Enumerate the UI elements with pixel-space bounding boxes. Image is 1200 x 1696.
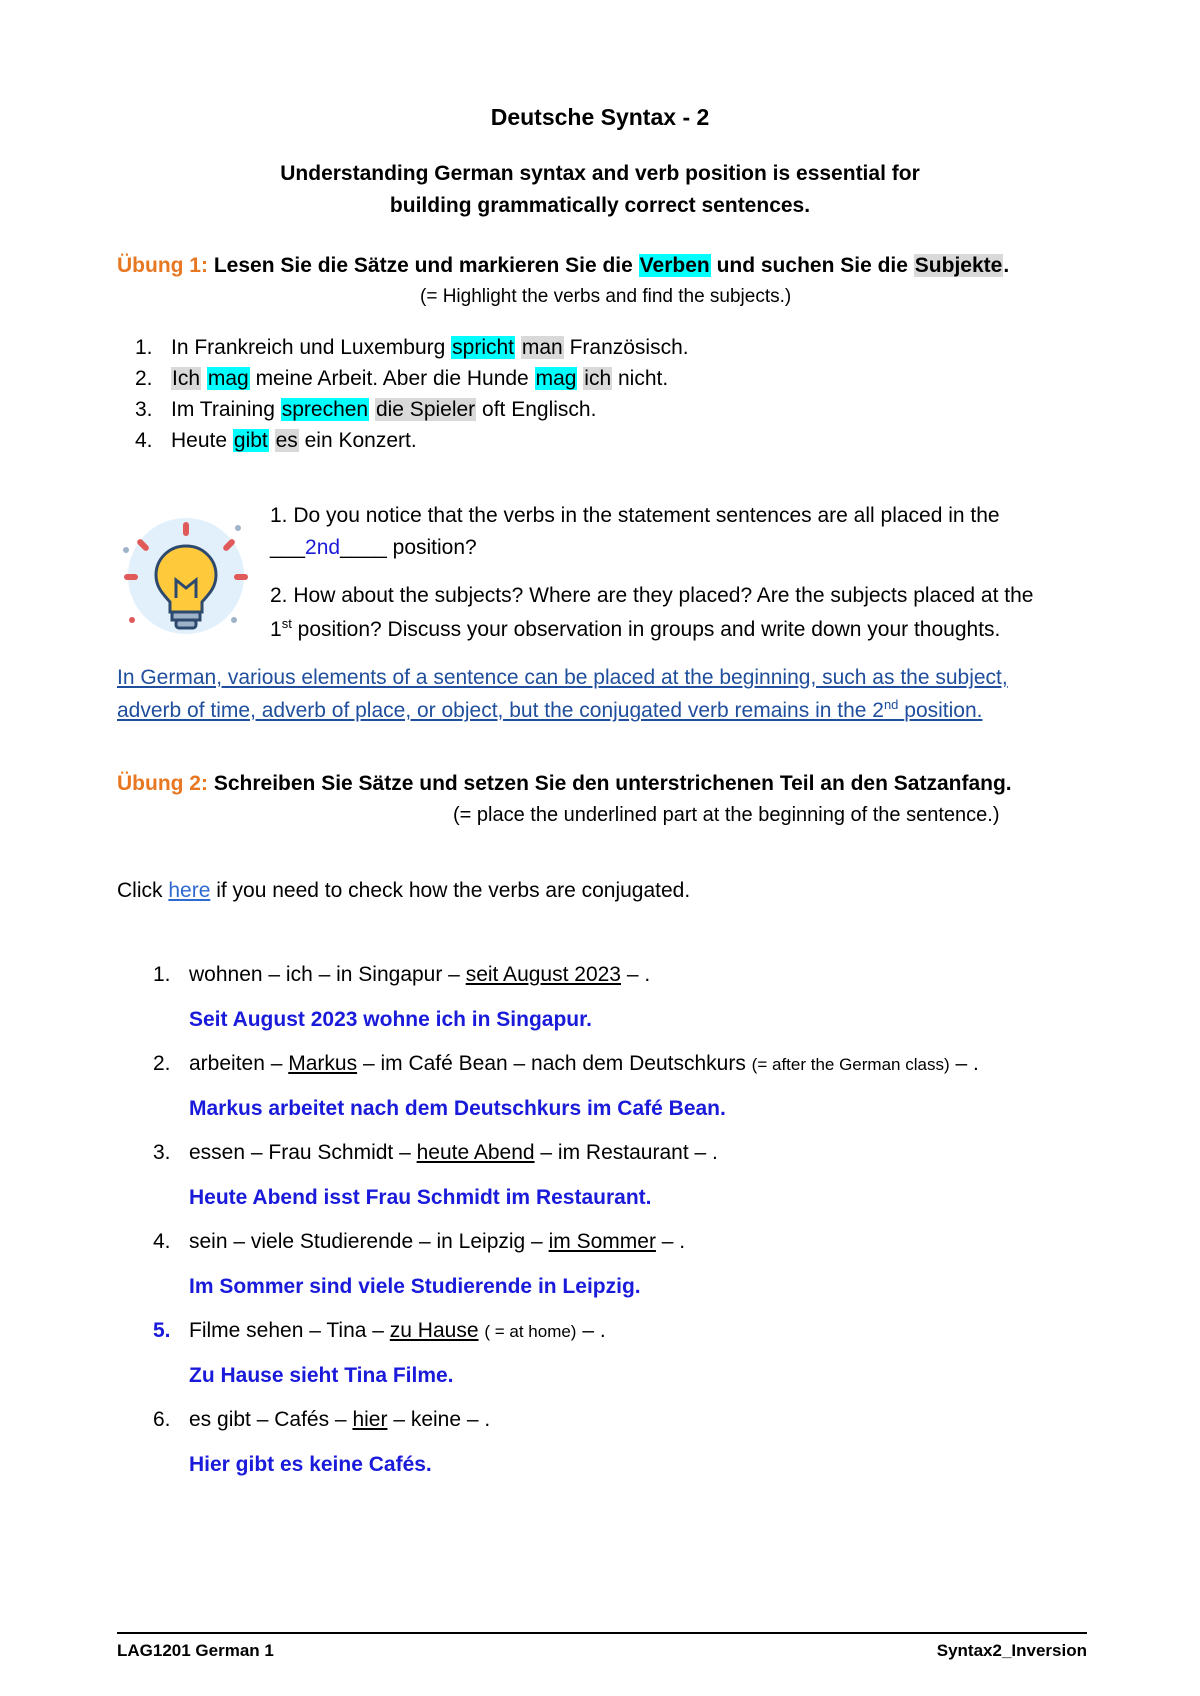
sentence-text: nicht. [618,367,669,390]
intro-line-2: building grammatically correct sentences. [389,194,811,217]
item-text: – . [626,963,651,986]
list-number: 4. [135,429,153,452]
ex1-instr-end: . [1003,254,1010,277]
item-text: – im Café Bean – nach dem Deutschkurs [362,1052,746,1075]
hint-text: if you need to check how the verbs are conjugated. [216,879,691,902]
ex2-instr: Schreiben Sie Sätze und setzen Sie den unterstrichenen Teil an den Satzanfang. [213,772,1012,795]
ordinal-number: 1 [270,618,282,641]
ex2-answer-4: Im Sommer sind viele Studierende in Leipzig. [189,1275,641,1298]
ex2-label: Übung 2: [117,772,208,795]
ex2-item-3 [153,1141,718,1165]
ex1-subject-word: Subjekte [914,254,1003,277]
ordinal-suffix: nd [883,697,899,712]
item-text: – . [582,1319,606,1342]
footer-divider [117,1632,1087,1634]
subject-highlight: die Spieler [375,398,476,421]
ex2-item-6 [153,1408,490,1432]
ex2-instruction [117,772,1012,796]
list-number: 3. [153,1141,171,1164]
ex1-instr-a: Lesen Sie die Sätze und markieren Sie die [213,254,633,277]
list-number: 3. [135,398,153,421]
ex1-label: Übung 1: [117,254,208,277]
item-text: sein – viele Studierende – in Leipzig – [189,1230,543,1253]
list-number: 1. [135,336,153,359]
ex2-item-1 [153,963,650,987]
item-text: – . [661,1230,686,1253]
underlined-part: zu Hause [389,1319,479,1342]
footer-right: Syntax2_Inversion [936,1641,1087,1660]
verb-highlight: gibt [233,429,268,452]
sentence-text: Französisch. [569,336,689,359]
intro-line-1: Understanding German syntax and verb position is essential for [280,162,920,185]
sentence-text: Im Training [171,398,275,421]
observation-line-2[interactable] [117,697,982,723]
ex2-answer-2: Markus arbeitet nach dem Deutschkurs im Café Bean. [189,1097,726,1120]
ex2-answer-5: Zu Hause sieht Tina Filme. [189,1364,454,1387]
ex2-answer-6: Hier gibt es keine Cafés. [189,1453,432,1476]
sentence-text: Heute [171,429,228,452]
question-1-blank-line [270,536,477,560]
ordinal-suffix: st [281,616,292,631]
here-link[interactable]: here [168,879,211,902]
question-2: 2. How about the subjects? Where are they placed? Are the subjects placed at the [270,584,1034,607]
translation-note: ( = at home) [484,1322,577,1341]
observation-line-1[interactable]: In German, various elements of a sentence can be placed at the beginning, such as the subject, [117,666,1008,689]
underlined-part: im Sommer [548,1230,656,1253]
underlined-part: heute Abend [416,1141,535,1164]
ex1-instruction [117,254,1009,278]
ex1-instr-b: und suchen Sie die [716,254,908,277]
sentence-text: ein Konzert. [304,429,417,452]
subject-highlight: es [275,429,298,452]
ex2-translation: (= place the underlined part at the beginning of the sentence.) [453,804,1000,826]
item-text: wohnen – ich – in Singapur – [189,963,460,986]
verb-highlight: spricht [452,336,515,359]
observation-text: adverb of time, adverb of place, or object, but the conjugated verb remains in the 2 [117,699,884,722]
verb-highlight: mag [207,367,249,390]
ex1-translation: (= Highlight the verbs and find the subjects.) [420,286,792,307]
intro-text [0,158,1200,222]
verb-highlight: mag [535,367,577,390]
list-number: 2. [135,367,153,390]
question-1: 1. Do you notice that the verbs in the statement sentences are all placed in the [270,504,1000,527]
list-number: 2. [153,1052,171,1075]
item-text: essen – Frau Schmidt – [189,1141,411,1164]
hint-text: Click [117,879,163,902]
lightbulb-icon [112,508,252,643]
list-number: 6. [153,1408,171,1431]
question-1-answer: 2nd [305,536,341,559]
page-title: Deutsche Syntax - 2 [490,104,710,130]
ex1-sentence-1 [135,336,689,360]
question-1-end: position? [392,536,477,559]
ex2-answer-1: Seit August 2023 wohne ich in Singapur. [189,1008,592,1031]
ex1-sentence-4 [135,429,417,453]
ex1-sentence-3 [135,398,596,422]
ex2-item-5 [153,1319,606,1343]
observation-end: position. [904,699,983,722]
ex2-answer-3: Heute Abend isst Frau Schmidt im Restaurant. [189,1186,652,1209]
ex1-sentence-2 [135,367,668,391]
conjugation-hint [117,879,690,903]
underlined-part: hier [352,1408,388,1431]
list-number: 1. [153,963,171,986]
blank: ____ [340,536,387,559]
question-2-line-2 [270,616,1000,642]
sentence-text: meine Arbeit. Aber die Hunde [255,367,529,390]
footer-left: LAG1201 German 1 [117,1641,274,1660]
list-number: 4. [153,1230,171,1253]
question-2-text: position? Discuss your observation in groups and write down your thoughts. [297,618,1001,641]
blank: ___ [270,536,306,559]
item-text: es gibt – Cafés – [189,1408,347,1431]
item-text: – . [955,1052,979,1075]
item-text: Filme sehen – Tina – [189,1319,384,1342]
ex1-verb-word: Verben [639,254,710,277]
item-text: – im Restaurant – . [540,1141,718,1164]
ex2-item-2 [153,1052,979,1076]
translation-note: (= after the German class) [751,1055,950,1074]
verb-highlight: sprechen [281,398,369,421]
sentence-text: In Frankreich und Luxemburg [171,336,446,359]
item-text: – keine – . [393,1408,491,1431]
underlined-part: seit August 2023 [465,963,621,986]
item-text: arbeiten – [189,1052,283,1075]
subject-highlight: ich [584,367,612,390]
underlined-part: Markus [288,1052,358,1075]
sentence-text: oft Englisch. [482,398,597,421]
ex2-item-4 [153,1230,685,1254]
subject-highlight: man [521,336,563,359]
subject-highlight: Ich [172,367,201,390]
list-number: 5. [153,1319,171,1342]
